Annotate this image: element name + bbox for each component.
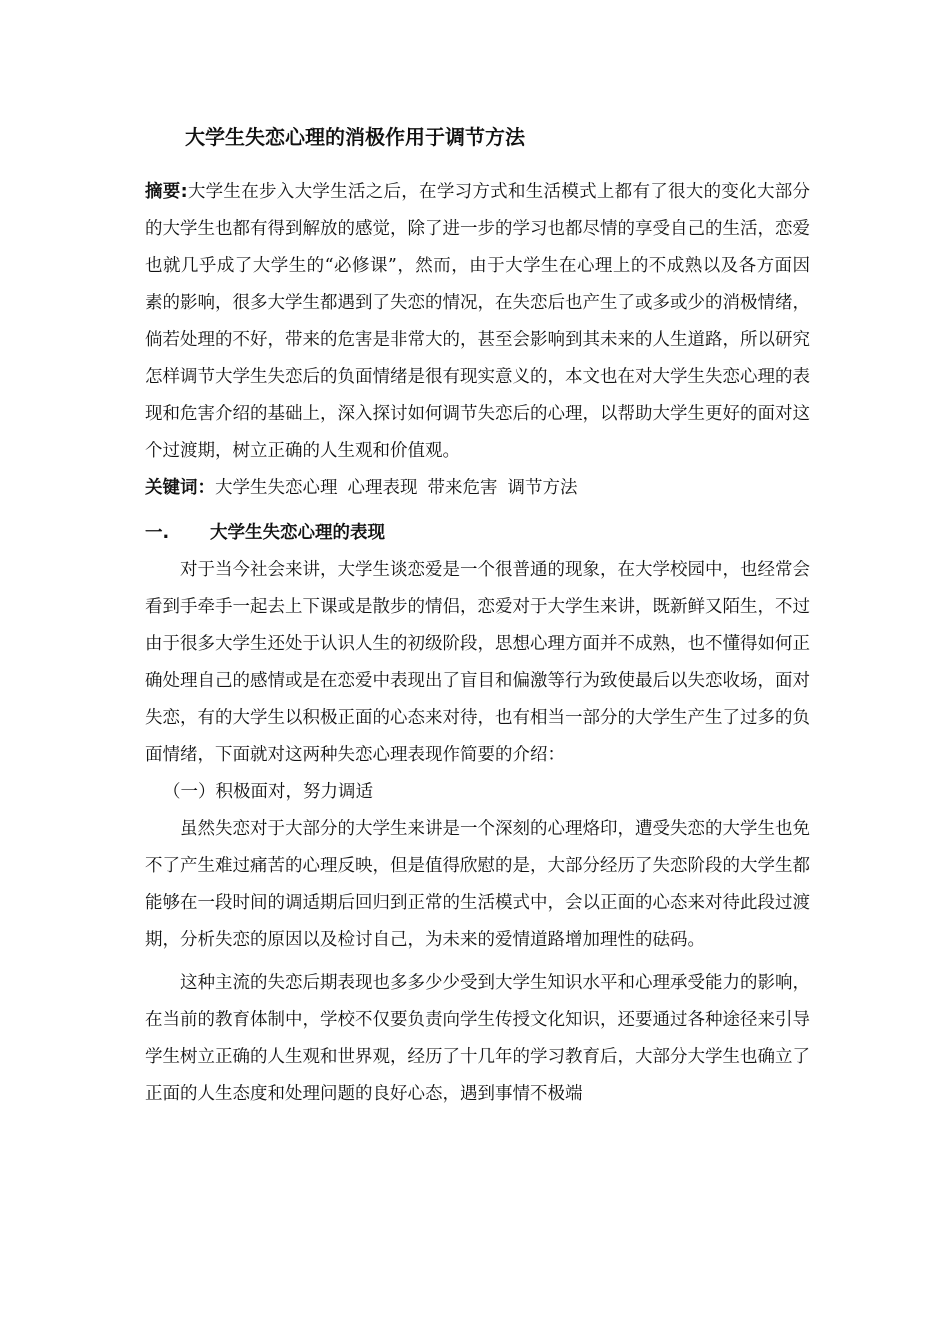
abstract-text: 大学生在步入大学生活之后，在学习方式和生活模式上都有了很大的变化大部分的大学生也都有得到解放的感觉，除了进一步的学习也都尽情的享受自己的生活，恋爱也就几乎成了大学生的“必修课”，然而，由于大学生在心理上的不成熟以及各方面因素的影响，很多大学生都遇到了失恋的情况，在失恋后也产生了或多或少的消极情绪，倘若处理的不好，带来的危害是非常大的，甚至会影响到其未来的人生道路，所以研究怎样调节大学生失恋后的负面情绪是很有现实意义的，本文也在对大学生失恋心理的表现和危害介绍的基础上，深入探讨如何调节失恋后的心理，以帮助大学生更好的面对这个过渡期，树立正确的人生观和价值观。 [145,182,811,461]
keyword-item: 大学生失恋心理 [215,478,338,498]
abstract-paragraph [145,174,810,470]
document-body [145,120,810,1113]
subsection-heading: （一）积极面对，努力调适 [163,782,373,802]
keywords-label: 关键词 [145,478,198,498]
body-paragraph: 这种主流的失恋后期表现也多多少少受到大学生知识水平和心理承受能力的影响，在当前的教育体制中，学校不仅要负责向学生传授文化知识，还要通过各种途径来引导学生树立正确的人生观和世界观，经历了十几年的学习教育后，大部分大学生也确立了正面的人生态度和处理问题的良好心态，遇到事情不极端 [145,973,810,1104]
section-number: 一. [145,523,170,543]
document-title: 大学生失恋心理的消极作用于调节方法 [185,125,525,149]
abstract-label: 摘要 [145,182,181,202]
keywords-label-colon: ： [197,478,215,498]
section-intro-paragraph: 对于当今社会来讲，大学生谈恋爱是一个很普通的现象，在大学校园中，也经常会看到手牵手一起去上下课或是散步的情侣，恋爱对于大学生来讲，既新鲜又陌生，不过由于很多大学生还处于认识人生的初级阶段，思想心理方面并不成熟，也不懂得如何正确处理自己的感情或是在恋爱中表现出了盲目和偏激等行为致使最后以失恋收场，面对失恋，有的大学生以积极正面的心态来对待，也有相当一部分的大学生产生了过多的负面情绪，下面就对这两种失恋心理表现作简要的介绍： [145,560,810,765]
keyword-item: 心理表现 [347,478,418,498]
keyword-item: 调节方法 [507,478,578,498]
body-paragraph: 虽然失恋对于大部分的大学生来讲是一个深刻的心理烙印，遭受失恋的大学生也免不了产生难过痛苦的心理反映，但是值得欣慰的是，大部分经历了失恋阶段的大学生都能够在一段时间的调适期后回归到正常的生活模式中，会以正面的心态来对待此段过渡期，分析失恋的原因以及检讨自己，为未来的爱情道路增加理性的砝码。 [145,819,810,950]
keywords-line [145,470,810,507]
section-heading [145,515,810,552]
keyword-item: 带来危害 [427,478,498,498]
abstract-label-colon: : [180,182,188,202]
section-title: 大学生失恋心理的表现 [210,523,385,543]
